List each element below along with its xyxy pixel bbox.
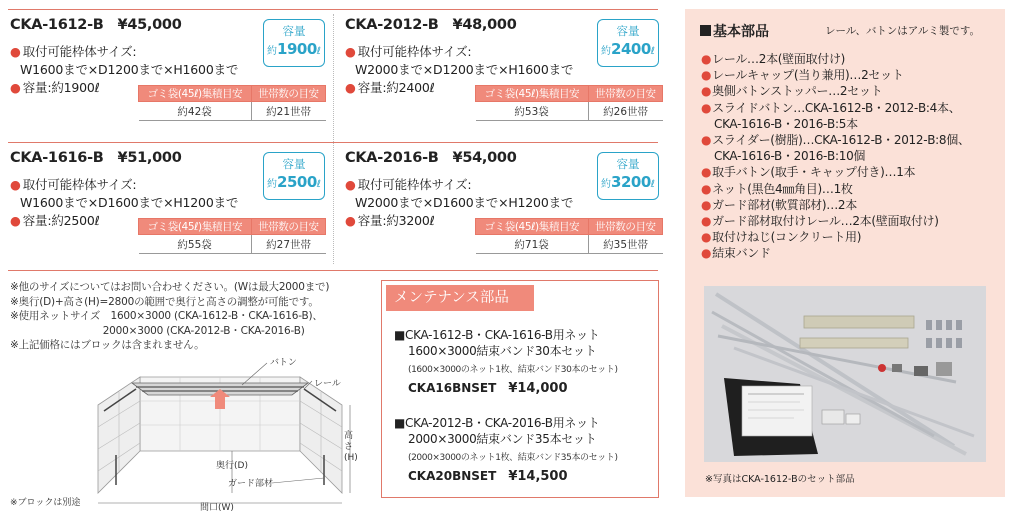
list-item (701, 100, 970, 116)
badge-unit: ℓ (316, 179, 321, 190)
list-item-text: スライドバトン…CKA-1612-B・2012-B:4本、 (712, 100, 961, 115)
table-cell: 約42袋 (139, 102, 252, 121)
list-item-text: ネット(黒色4㎜角目)…1枚 (712, 181, 853, 196)
badge-title: 容量 (616, 157, 640, 171)
bullet-icon: ● (701, 214, 712, 229)
block-note: ※ブロックは別途 (10, 498, 81, 508)
list-item-text: 取付けねじ(コンクリート用) (712, 230, 862, 245)
basic-parts-panel (685, 9, 1005, 497)
parts-photo (704, 286, 986, 462)
list-item-text: スライダー(樹脂)…CKA-1612-B・2012-B:8個、 (712, 133, 970, 148)
note-line: 2000×3000 (CKA-2012-B・CKA-2016-B) (10, 324, 305, 337)
frame-size-value: W2000まで×D1200まで×H1600まで (355, 62, 574, 77)
badge-value (264, 40, 324, 58)
parts-photo-drawing (704, 286, 986, 462)
table-header: 世帯数の目安 (588, 219, 662, 235)
frame-label-text: 取付可能枠体サイズ: (357, 44, 472, 59)
capacity-table (475, 218, 663, 254)
list-item-text: 取手バトン(取手・キャップ付き)…1本 (712, 165, 916, 180)
table-cell: 約27世帯 (251, 235, 325, 254)
bullet-icon: ● (701, 246, 712, 261)
parts-title-text: 基本部品 (713, 24, 769, 40)
product-code: CKA20BNSET (408, 469, 497, 483)
badge-number: 1900 (277, 40, 317, 58)
list-item (701, 116, 970, 132)
list-item-text: ガード部材取付けレール…2本(壁面取付け) (712, 214, 939, 229)
installation-diagram (92, 343, 360, 513)
bullet-icon: ● (10, 213, 21, 228)
model-name: CKA-2016-B (345, 150, 439, 166)
bullet-icon: ● (701, 165, 712, 180)
frame-size-label (10, 42, 136, 60)
maintenance-box (381, 280, 659, 498)
list-item-text: レール…2本(壁面取付け) (712, 52, 846, 66)
maintenance-title: メンテナンス部品 (386, 285, 534, 311)
table-header: ゴミ袋(45ℓ)集積目安 (476, 219, 589, 235)
maint-item-line2: 2000×3000結束バンド35本セット (408, 432, 597, 446)
capacity-text: 容量:約3200ℓ (357, 213, 435, 228)
bullet-icon: ● (701, 84, 712, 99)
maint-item-sub: (1600×3000のネット1枚、結束バンド30本のセット) (408, 365, 618, 375)
badge-number: 2400 (611, 40, 651, 58)
column-divider (333, 14, 334, 264)
frame-label-text: 取付可能枠体サイズ: (357, 177, 472, 192)
frame-size-value: W1600まで×D1200まで×H1600まで (20, 62, 239, 77)
badge-number: 2500 (277, 173, 317, 191)
capacity-text: 容量:約2500ℓ (22, 213, 100, 228)
list-item (701, 132, 970, 148)
frame-size-label (10, 175, 136, 193)
product-heading (345, 150, 517, 166)
badge-unit: ℓ (650, 46, 655, 57)
capacity-table (138, 85, 326, 121)
badge-prefix: 約 (267, 179, 278, 190)
model-name: CKA-1612-B (10, 17, 104, 33)
product-heading (10, 17, 182, 33)
bullet-icon: ● (10, 80, 21, 95)
badge-title: 容量 (282, 157, 306, 171)
badge-prefix: 約 (601, 179, 612, 190)
table-row (139, 102, 326, 121)
table-cell: 約55袋 (139, 235, 252, 254)
list-item (701, 229, 970, 245)
list-item (701, 148, 970, 164)
notes (10, 280, 329, 353)
badge-value (264, 173, 324, 191)
product-heading (345, 17, 517, 33)
capacity-badge (263, 19, 325, 67)
frame-size-label (345, 42, 471, 60)
bullet-icon: ● (701, 197, 712, 212)
product-block (10, 150, 330, 268)
table-header: ゴミ袋(45ℓ)集積目安 (139, 219, 252, 235)
label-opening: 間口(W) (200, 503, 234, 513)
label-baton: バトン (270, 358, 297, 368)
frame-size-value: W1600まで×D1600まで×H1200まで (20, 195, 239, 210)
table-header: 世帯数の目安 (251, 219, 325, 235)
table-row (476, 235, 663, 254)
table-header: 世帯数の目安 (251, 86, 325, 102)
photo-caption: ※写真はCKA-1612-Bのセット部品 (705, 474, 855, 485)
capacity-text: 容量:約1900ℓ (22, 80, 100, 95)
list-item-text: 奥側バトンストッパー…2セット (712, 84, 883, 99)
table-header-row (139, 219, 326, 235)
capacity-table (138, 218, 326, 254)
capacity-badge (597, 152, 659, 200)
table-cell: 約53袋 (476, 102, 589, 121)
label-height: 高さ(H) (344, 431, 358, 463)
badge-title: 容量 (282, 24, 306, 38)
product-block (10, 17, 330, 135)
capacity-line (345, 211, 435, 229)
list-item (701, 164, 970, 180)
product-price: ¥54,000 (452, 150, 517, 166)
square-bullet-icon (700, 25, 711, 36)
table-header: ゴミ袋(45ℓ)集積目安 (476, 86, 589, 102)
bullet-icon: ● (10, 44, 21, 59)
bullet-icon: ● (701, 181, 712, 196)
badge-unit: ℓ (316, 46, 321, 57)
model-name: CKA-2012-B (345, 17, 439, 33)
table-header-row (476, 219, 663, 235)
frame-size-value: W2000まで×D1600まで×H1200まで (355, 195, 574, 210)
top-rule (8, 9, 658, 10)
maint-item-sub: (2000×3000のネット1枚、結束バンド35本のセット) (408, 453, 618, 463)
note-line: ※上記価格にはブロックは含まれません。 (10, 339, 205, 351)
list-item-text: CKA-1616-B・2016-B:10個 (714, 149, 866, 164)
note-line: ※他のサイズについてはお問い合わせください。(Wは最大2000まで) (10, 281, 330, 293)
bullet-icon: ● (701, 230, 712, 245)
table-header-row (476, 86, 663, 102)
table-cell: 約71袋 (476, 235, 589, 254)
product-price: ¥51,000 (117, 150, 182, 166)
product-price: ¥45,000 (117, 17, 182, 33)
bullet-icon: ● (701, 133, 712, 148)
bullet-icon: ● (10, 177, 21, 192)
list-item (701, 67, 970, 83)
table-cell: 約21世帯 (251, 102, 325, 121)
maint-item-line1: ■CKA-2012-B・CKA-2016-B用ネット (394, 416, 600, 430)
maint-item-line1: ■CKA-1612-B・CKA-1616-B用ネット (394, 328, 600, 342)
bullet-icon: ● (701, 100, 712, 115)
note-line: ※奥行(D)+高さ(H)=2800の範囲で奥行と高さの調整が可能です。 (10, 295, 319, 308)
list-item-text: ガード部材(軟質部材)…2本 (712, 197, 857, 212)
parts-note: レール、バトンはアルミ製です。 (825, 25, 980, 37)
badge-unit: ℓ (650, 179, 655, 190)
list-item (701, 181, 970, 197)
badge-value (598, 173, 658, 191)
capacity-badge (263, 152, 325, 200)
product-block (345, 150, 665, 268)
product-price: ¥14,500 (508, 469, 568, 484)
list-item (701, 197, 970, 213)
badge-title: 容量 (616, 24, 640, 38)
capacity-line (345, 78, 435, 96)
list-item-text: CKA-1616-B・2016-B:5本 (714, 116, 858, 131)
product-code: CKA16BNSET (408, 381, 497, 395)
product-price: ¥14,000 (508, 381, 568, 396)
list-item-text: 結束バンド (712, 246, 771, 261)
capacity-line (10, 78, 100, 96)
bullet-icon: ● (701, 52, 712, 66)
product-price: ¥48,000 (452, 17, 517, 33)
parts-list (701, 51, 970, 262)
table-header-row (139, 86, 326, 102)
list-item (701, 213, 970, 229)
model-name: CKA-1616-B (10, 150, 104, 166)
label-guard: ガード部材 (228, 479, 274, 489)
capacity-text: 容量:約2400ℓ (357, 80, 435, 95)
product-block (345, 17, 665, 135)
badge-prefix: 約 (601, 46, 612, 57)
list-item (701, 83, 970, 99)
maint-item-line2: 1600×3000結束バンド30本セット (408, 344, 597, 358)
label-rail: レール (314, 379, 341, 389)
frame-size-label (345, 175, 471, 193)
table-row (476, 102, 663, 121)
frame-label-text: 取付可能枠体サイズ: (22, 44, 137, 59)
badge-number: 3200 (611, 173, 651, 191)
table-cell: 約26世帯 (588, 102, 662, 121)
list-item (701, 51, 970, 67)
badge-value (598, 40, 658, 58)
badge-prefix: 約 (267, 46, 278, 57)
bullet-icon: ● (345, 44, 356, 59)
bullet-icon: ● (345, 213, 356, 228)
lower-rule (8, 270, 658, 271)
list-item-text: レールキャップ(当り兼用)…2セット (712, 68, 904, 83)
parts-title (700, 21, 769, 41)
note-line: ※使用ネットサイズ 1600×3000 (CKA-1612-B・CKA-1616-B)、 (10, 310, 323, 322)
capacity-badge (597, 19, 659, 67)
frame-label-text: 取付可能枠体サイズ: (22, 177, 137, 192)
bullet-icon: ● (345, 80, 356, 95)
product-heading (10, 150, 182, 166)
bullet-icon: ● (345, 177, 356, 192)
list-item (701, 245, 970, 261)
diagram-drawing (92, 343, 360, 513)
capacity-line (10, 211, 100, 229)
table-cell: 約35世帯 (588, 235, 662, 254)
table-header: ゴミ袋(45ℓ)集積目安 (139, 86, 252, 102)
maint-item-code (408, 381, 568, 396)
label-depth: 奥行(D) (216, 461, 248, 471)
bullet-icon: ● (701, 68, 712, 83)
capacity-table (475, 85, 663, 121)
maint-item-code (408, 469, 568, 484)
table-header: 世帯数の目安 (588, 86, 662, 102)
table-row (139, 235, 326, 254)
